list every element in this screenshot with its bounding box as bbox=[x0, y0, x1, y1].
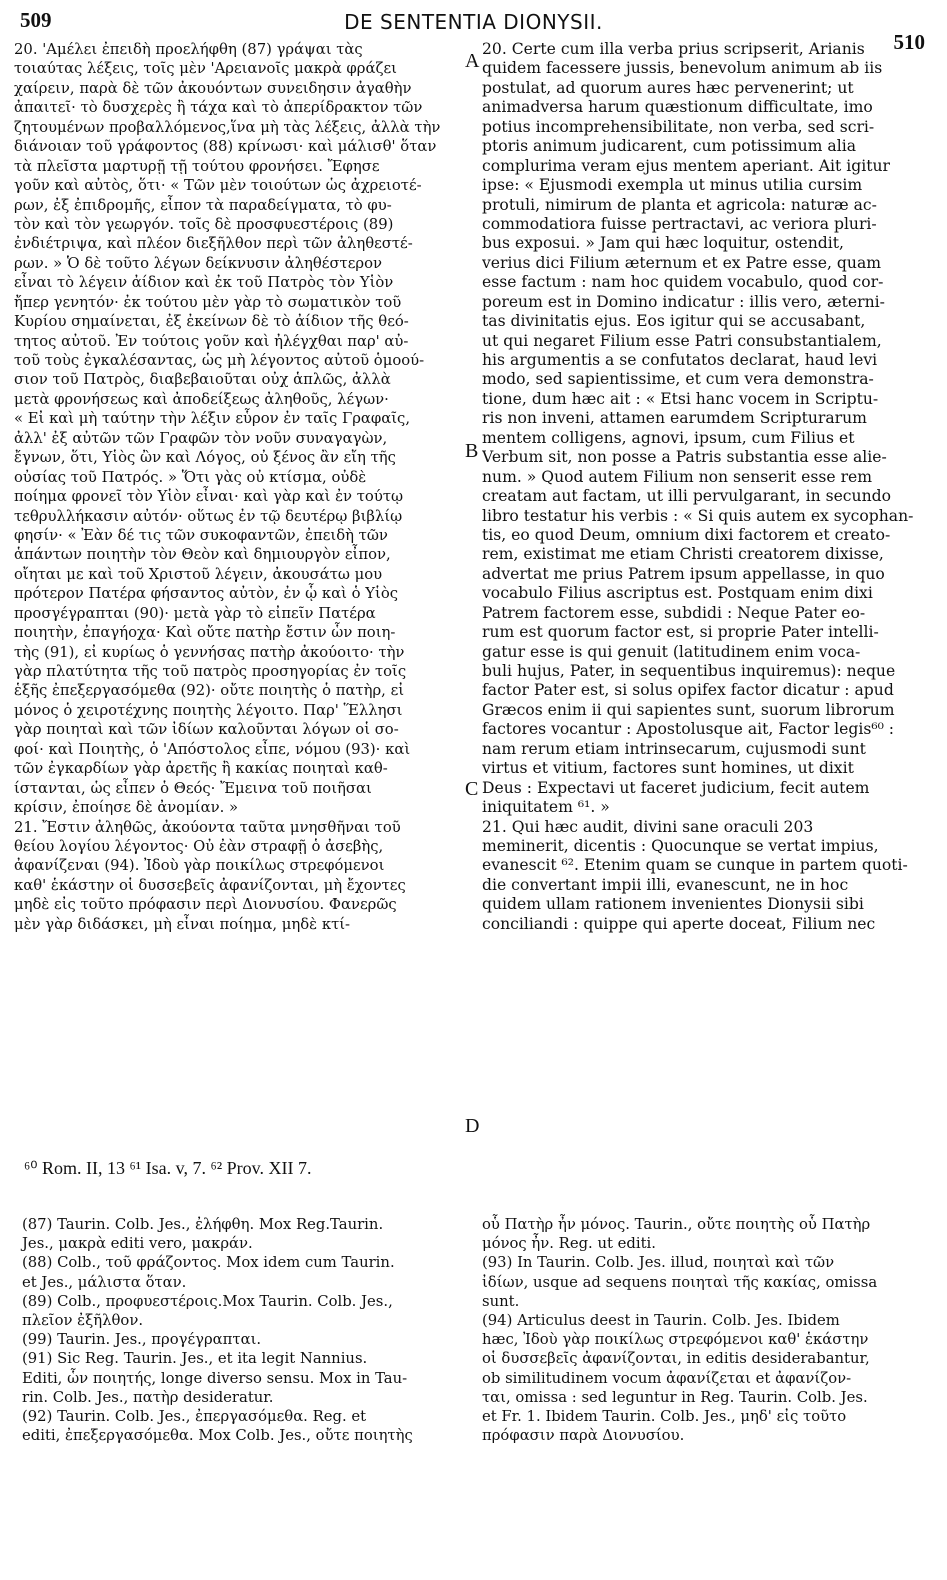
footnote-line: et Jes., μάλιστα ὅταν. bbox=[22, 1273, 187, 1291]
greek-text-line: γοῦν καὶ αὐτὸς, ὅτι· « Τῶν μὲν τοιούτων ὡς ἀχρειοτέ- bbox=[14, 177, 422, 195]
greek-text-line: χαίρειν, παρὰ δὲ τῶν ἀκουόντων συνειδησιν ἀγαθὴν bbox=[14, 79, 412, 97]
greek-text-line: ρων, ἐξ ἐπιδρομῆς, εἶπον τὰ παραδείγματα, τὸ φυ- bbox=[14, 196, 392, 214]
greek-text-line: καθ' ἑκάστην οἱ δυσσεβεῖς ἀφανίζονται, μὴ ἔχοντες bbox=[14, 876, 406, 894]
greek-text-line: τὴς (91), εἰ κυρίως ὁ γεννήσας πατὴρ ἀκούοιτο· τὴν bbox=[14, 643, 405, 661]
greek-text-line: ἐνδιέτριψα, καὶ πλέον διεξῆλθον περὶ τῶν ἀληθεστέ- bbox=[14, 235, 413, 253]
latin-text-line: nam rerum etiam intrinsecarum, cujusmodi sunt bbox=[482, 739, 866, 758]
latin-text-line: num. » Quod autem Filium non senserit esse rem bbox=[482, 467, 873, 486]
greek-text-line: πρότερον Πατέρα φήσαντος αὐτὸν, ἐν ᾧ καὶ ὁ Υἱὸς bbox=[14, 585, 399, 603]
latin-text-line: factor Pater est, si solus opifex factor dicatur : apud bbox=[482, 681, 894, 700]
greek-text-line: οὐσίας τοῦ Πατρός. » Ὅτι γὰς οὐ κτίσμα, οὐδὲ bbox=[14, 468, 367, 486]
greek-text-line: ζητουμένων προβαλλόμενος,ἵνα μὴ τὰς λέξεις, ἀλλὰ τὴν bbox=[14, 118, 441, 136]
greek-text-line: ἁπάντων ποιητὴν τὸν Θεὸν καὶ δημιουργὸν εἶπον, bbox=[14, 546, 391, 564]
footnote-line: ob similitudinem vocum ἀφανίζεται et ἀφανίζον- bbox=[482, 1369, 852, 1387]
latin-text-line: modo, sed sapientissime, et cum vera demonstra- bbox=[482, 370, 874, 389]
footnote-line: πρόφασιν παρὰ Διονυσίου. bbox=[482, 1427, 685, 1445]
latin-text-line: evanescit ⁶². Etenim quam se cunque in partem quoti- bbox=[482, 856, 908, 875]
greek-text-line: γὰρ πλατύτητα τῆς τοῦ πατρὸς προσηγορίας ἐν τοῖς bbox=[14, 663, 407, 680]
greek-text-line: ίστανται, ὡς εἶπεν ὁ Θεός· Ἔμεινα τοῦ ποιῆσαι bbox=[14, 779, 372, 797]
footnote-line: (87) Taurin. Colb. Jes., ἐλήφθη. Mox Reg.Taurin. bbox=[22, 1216, 384, 1233]
latin-text-line: Patrem factorem esse, subdidi : Neque Pater eo- bbox=[482, 603, 866, 622]
footnote-line: Jes., μακρὰ editi vero, μακράν. bbox=[22, 1235, 253, 1253]
latin-text-line: complurima veram ejus mentem aperiant. Ait igitur bbox=[482, 156, 890, 175]
footnote-line: (91) Sic Reg. Taurin. Jes., et ita legit Nannius. bbox=[22, 1350, 368, 1368]
margin-marker-c: C bbox=[465, 778, 479, 800]
greek-text-line: φοί· καὶ Ποιητὴς, ὁ 'Απόστολος εἶπε, νόμου (93)· καὶ bbox=[14, 740, 411, 758]
latin-text-line: verius dici Filium æternum et ex Patre esse, quam bbox=[482, 253, 882, 272]
greek-text-line: τὰ πλεῖστα μαρτυρῇ τῇ τούτου φρονήσει. Ἔφησε bbox=[14, 157, 380, 175]
greek-text-line: σιον τοῦ Πατρὸς, διαβεβαιοῦται οὐχ ἁπλῶς, ἀλλὰ bbox=[14, 371, 391, 389]
footnote-line: (93) In Taurin. Colb. Jes. illud, ποιηταὶ καὶ τῶν bbox=[482, 1254, 835, 1272]
greek-text-line: θείου λογίου λέγοντος· Οὐ ἐὰν στραφῇ ὁ ἀσεβὴς, bbox=[14, 837, 384, 855]
running-title: DE SENTENTIA DIONYSII. bbox=[344, 10, 603, 34]
footnotes-left bbox=[22, 1215, 457, 1445]
footnote-line: οἱ δυσσεβεῖς ἀφανίζονται, in editis desiderabantur, bbox=[482, 1350, 870, 1368]
latin-text-line: virtus et vitium, factores sunt homines, ut dixit bbox=[482, 759, 854, 778]
latin-text-line: die convertant impii illi, evanescunt, ne in hoc bbox=[482, 875, 849, 894]
footnote-line: (89) Colb., προφυεστέροις.Mox Taurin. Colb. Jes., bbox=[22, 1292, 393, 1310]
footnote-line: et Fr. 1. Ibidem Taurin. Colb. Jes., μηδ' εἰς τοῦτο bbox=[482, 1407, 847, 1425]
latin-text-line: gatur esse is qui genuit (latitudinem enim voca- bbox=[482, 642, 861, 661]
greek-text-line: προσγέγραπται (90)· μετὰ γὰρ τὸ εἰπεῖν Πατέρα bbox=[14, 604, 376, 622]
greek-text-line: διάνοιαν τοῦ γράφοντος (88) κρίνωσι· καὶ μάλισθ' ὅταν bbox=[14, 138, 437, 156]
greek-text-line: μόνος ὁ χειροτέχνης ποιητὴς λέγοιτο. Παρ' Ἕλλησι bbox=[14, 701, 403, 719]
greek-text-line: μὲν γὰρ διδάσκει, μὴ εἶναι ποίημα, μηδὲ κτί- bbox=[14, 915, 351, 933]
greek-text-line: τοῦ τοὺς ἐγκαλέσαντας, ὡς μὴ λέγοντος αὐτοῦ ὁμοού- bbox=[14, 352, 425, 369]
latin-text-line: tione, dum hæc ait : « Etsi hanc vocem in Scriptu- bbox=[482, 389, 879, 408]
latin-text-line: Verbum sit, non posse a Patris substantia esse alie- bbox=[482, 448, 887, 467]
latin-text-line: commodatiora fuisse pertractavi, ac veriora pluri- bbox=[482, 214, 877, 233]
greek-text-line: ἀπαιτεῖ· τὸ δυσχερὲς ἢ τάχα καὶ τὸ ἀπερίδρακτον τῶν bbox=[14, 99, 423, 117]
footnote-line: (94) Articulus deest in Taurin. Colb. Jes. Ibidem bbox=[482, 1311, 840, 1329]
footnote-line: rin. Colb. Jes., πατὴρ desideratur. bbox=[22, 1388, 274, 1406]
greek-text-line: τητος αὐτοῦ. Ἐν τούτοις γοῦν καὶ ἠλέγχθαι παρ' αὐ- bbox=[14, 332, 409, 350]
latin-text-line: ipse: « Ejusmodi exempla ut minus utilia cursim bbox=[482, 176, 863, 195]
latin-text-line: animadversa harum quæstionum difficultate, imo bbox=[482, 98, 873, 117]
greek-text-line: ἀφανίζεναι (94). Ἰδοὺ γὰρ ποικίλως στρεφόμενοι bbox=[14, 857, 385, 875]
greek-text-line: ποιητὴν, ἐπαγήοχα· Καὶ οὔτε πατὴρ ἔστιν ὧν ποιη- bbox=[14, 624, 396, 642]
left-page-number: 509 bbox=[20, 8, 52, 32]
latin-text-line: 20. Certe cum illa verba prius scripserit, Arianis bbox=[482, 40, 865, 58]
latin-text-line: libro testatur his verbis : « Si quis autem ex sycophan- bbox=[482, 506, 914, 525]
latin-text-line: Græcos enim ii qui sapientes sunt, suorum librorum bbox=[482, 700, 895, 719]
footnote-line: Editi, ὧν ποιητής, longe diverso sensu. Mox in Tau- bbox=[22, 1369, 408, 1387]
latin-text-line: Deus : Expectavi ut faceret judicium, fecit autem bbox=[482, 778, 870, 797]
footnote-line: πλεῖον ἐξῆλθον. bbox=[22, 1311, 144, 1329]
margin-marker-a: A bbox=[465, 50, 480, 72]
latin-text-line: advertat me prius Patrem ipsum appellasse, in quo bbox=[482, 564, 885, 583]
greek-text-line: ἑξῆς ἐπεξεργασόμεθα (92)· οὔτε ποιητὴς ὁ πατὴρ, εἰ bbox=[14, 682, 405, 700]
greek-text-line: ρων. » Ὁ δὲ τοῦτο λέγων δείκνυσιν ἀληθέστερον bbox=[14, 254, 383, 272]
footnotes-right bbox=[482, 1215, 927, 1445]
margin-marker-b: B bbox=[465, 440, 479, 462]
latin-text-line: iniquitatem ⁶¹. » bbox=[482, 798, 610, 817]
latin-text-line: meminerit, dicentis : Quocunque se vertat impius, bbox=[482, 836, 879, 855]
latin-text-line: mentem colligens, agnovi, ipsum, cum Filius et bbox=[482, 428, 855, 447]
greek-text-line: 20. 'Αμέλει ἐπειδὴ προελήφθη (87) γράψαι τὰς bbox=[14, 41, 363, 58]
latin-text-line: rem, existimat me etiam Christi creatorem dixisse, bbox=[482, 545, 884, 564]
greek-text-line: εἶναι τὸ λέγειν ἀίδιον καὶ ἐκ τοῦ Πατρὸς τὸν Υἱὸν bbox=[14, 274, 394, 292]
greek-text-line: ἤπερ γενητόν· ἐκ τούτου μὲν γὰρ τὸ σωματικὸν τοῦ bbox=[14, 293, 402, 311]
footnote-line: ἰδίων, usque ad sequens ποιηταὶ τῆς κακίας, omissa bbox=[482, 1273, 878, 1291]
greek-text-line: φησίν· « Ἐὰν δέ τις τῶν συκοφαντῶν, ἐπειδὴ τῶν bbox=[14, 526, 388, 544]
latin-text-line: conciliandi : quippe qui aperte doceat, Filium nec bbox=[482, 914, 876, 933]
greek-text-line: τῶν ἐγκαρδίων γὰρ ἀρετῆς ἢ κακίας ποιηταὶ καθ- bbox=[14, 760, 388, 778]
greek-column bbox=[14, 40, 469, 1155]
latin-column bbox=[482, 40, 927, 1155]
latin-text-line: postulat, ad quorum aures hæc pervenerint; ut bbox=[482, 78, 854, 97]
latin-text-line: ris non inveni, attamen earumdem Scripturarum bbox=[482, 409, 867, 428]
greek-text-line: μηδὲ εἰς τοῦτο πρόφασιν περὶ Διονυσίου. Φανερῶς bbox=[14, 896, 397, 914]
latin-text-line: vocabulo Filius ascriptus est. Postquam enim dixi bbox=[482, 584, 873, 603]
greek-text-line: ἔγνων, ὅτι, Υἱὸς ὢν καὶ Λόγος, οὐ ξένος ἂν εἴη τῆς bbox=[14, 449, 396, 467]
greek-text-line: τοιαύτας λέξεις, τοῖς μὲν 'Αρειανοῖς μακρὰ φράζει bbox=[14, 60, 397, 78]
latin-text-line: esse factum : nam hoc quidem vocabulo, quod cor- bbox=[482, 273, 884, 292]
latin-text-line: poreum est in Domino indicatur : illis vero, æterni- bbox=[482, 292, 885, 311]
footnote-line: μόνος ἦν. Reg. ut editi. bbox=[482, 1235, 656, 1253]
greek-text-line: ἀλλ' ἐξ αὐτῶν τῶν Γραφῶν τὸν νοῦν συναγαγὼν, bbox=[14, 429, 388, 447]
footnote-line: sunt. bbox=[482, 1292, 520, 1310]
greek-text-line: γὰρ ποιηταὶ καὶ τῶν ἰδίων καλοῦνται λόγων οἱ σο- bbox=[14, 721, 399, 739]
footnote-line: (99) Taurin. Jes., προγέγραπται. bbox=[22, 1331, 262, 1349]
margin-marker-d: D bbox=[465, 1115, 480, 1137]
right-page-number: 510 bbox=[893, 30, 925, 54]
greek-text-line: ποίημα φρονεῖ τὸν Υἱὸν εἶναι· καὶ γὰρ καὶ ἐν τούτῳ bbox=[14, 488, 404, 506]
latin-text-line: bus exposui. » Jam qui hæc loquitur, ostendit, bbox=[482, 234, 844, 253]
latin-text-line: ptoris animum judicarent, cum potissimum alia bbox=[482, 137, 856, 156]
latin-text-line: tis, eo quod Deum, omnium dixi factorem et creato- bbox=[482, 525, 891, 544]
latin-text-line: quidem ullam rationem invenientes Dionysii sibi bbox=[482, 895, 864, 914]
greek-text-line: μετὰ φρονήσεως καὶ ἀποδείξεως ἀληθοῦς, λέγων· bbox=[14, 390, 389, 408]
footnote-line: οὗ Πατὴρ ἦν μόνος. Taurin., οὔτε ποιητὴς οὗ Πατὴρ bbox=[482, 1216, 871, 1233]
latin-text-line: ut qui negaret Filium esse Patri consubstantialem, bbox=[482, 331, 882, 350]
footnote-line: editi, ἐπεξεργασόμεθα. Mox Colb. Jes., οὔτε ποιητὴς bbox=[22, 1427, 413, 1445]
latin-text-line: 21. Qui hæc audit, divini sane oraculi 203 bbox=[482, 817, 814, 836]
latin-text-line: tas divinitatis ejus. Eos igitur qui se accusabant, bbox=[482, 312, 866, 331]
latin-text-line: quidem facessere jussis, benevolum animum ab iis bbox=[482, 59, 883, 78]
greek-text-line: τεθρυλλήκασιν αὐτόν· οὕτως ἐν τῷ δευτέρῳ βιβλίῳ bbox=[14, 507, 403, 525]
greek-text-line: 21. Ἔστιν ἀληθῶς, ἀκούοντα ταῦτα μνησθῆναι τοῦ bbox=[14, 818, 401, 836]
footnote-line: ται, omissa : sed leguntur in Reg. Taurin. Colb. Jes. bbox=[482, 1388, 868, 1406]
scripture-references: ⁶⁰ Rom. II, 13 ⁶¹ Isa. v, 7. ⁶² Prov. XII 7. bbox=[24, 1158, 312, 1178]
footnote-line: hæc, Ἰδοὺ γὰρ ποικίλως στρεφόμενοι καθ' ἑκάστην bbox=[482, 1331, 869, 1349]
footnote-line: (88) Colb., τοῦ φράζοντος. Mox idem cum Taurin. bbox=[22, 1254, 395, 1272]
greek-text-line: οἴηται με καὶ τοῦ Χριστοῦ λέγειν, ἀκουσάτω μου bbox=[14, 565, 383, 583]
greek-text-line: τὸν καὶ τὸν γεωργόν. τοῖς δὲ προσφυεστέροις (89) bbox=[14, 215, 394, 233]
latin-text-line: rum est quorum factor est, si proprie Pater intelli- bbox=[482, 623, 879, 642]
greek-text-line: κρίσιν, ἐποίησε δὲ ἀνομίαν. » bbox=[14, 799, 239, 817]
latin-text-line: buli hujus, Pater, in sequentibus inquiremus): neque bbox=[482, 662, 896, 680]
greek-text-line: Κυρίου σημαίνεται, ἐξ ἐκείνων δὲ τὸ ἀίδιον τῆς θεό- bbox=[14, 313, 409, 331]
latin-text-line: creatam aut factam, ut illi pervulgarant, in secundo bbox=[482, 487, 891, 506]
footnote-line: (92) Taurin. Colb. Jes., ἐπεργασόμεθα. Reg. et bbox=[22, 1407, 367, 1425]
greek-text-line: « Εἰ καὶ μὴ ταύτην τὴν λέξιν εὗρον ἐν ταῖς Γραφαῖς, bbox=[14, 410, 411, 428]
latin-text-line: his argumentis a se confutatos declarat, haud levi bbox=[482, 351, 878, 369]
latin-text-line: potius incomprehensibilitate, non verba, sed scri- bbox=[482, 117, 875, 136]
latin-text-line: factores vocantur : Apostolusque ait, Factor legis⁶⁰ : bbox=[482, 720, 895, 739]
latin-text-line: protuli, nimirum de planta et agricola: naturæ ac- bbox=[482, 195, 877, 214]
